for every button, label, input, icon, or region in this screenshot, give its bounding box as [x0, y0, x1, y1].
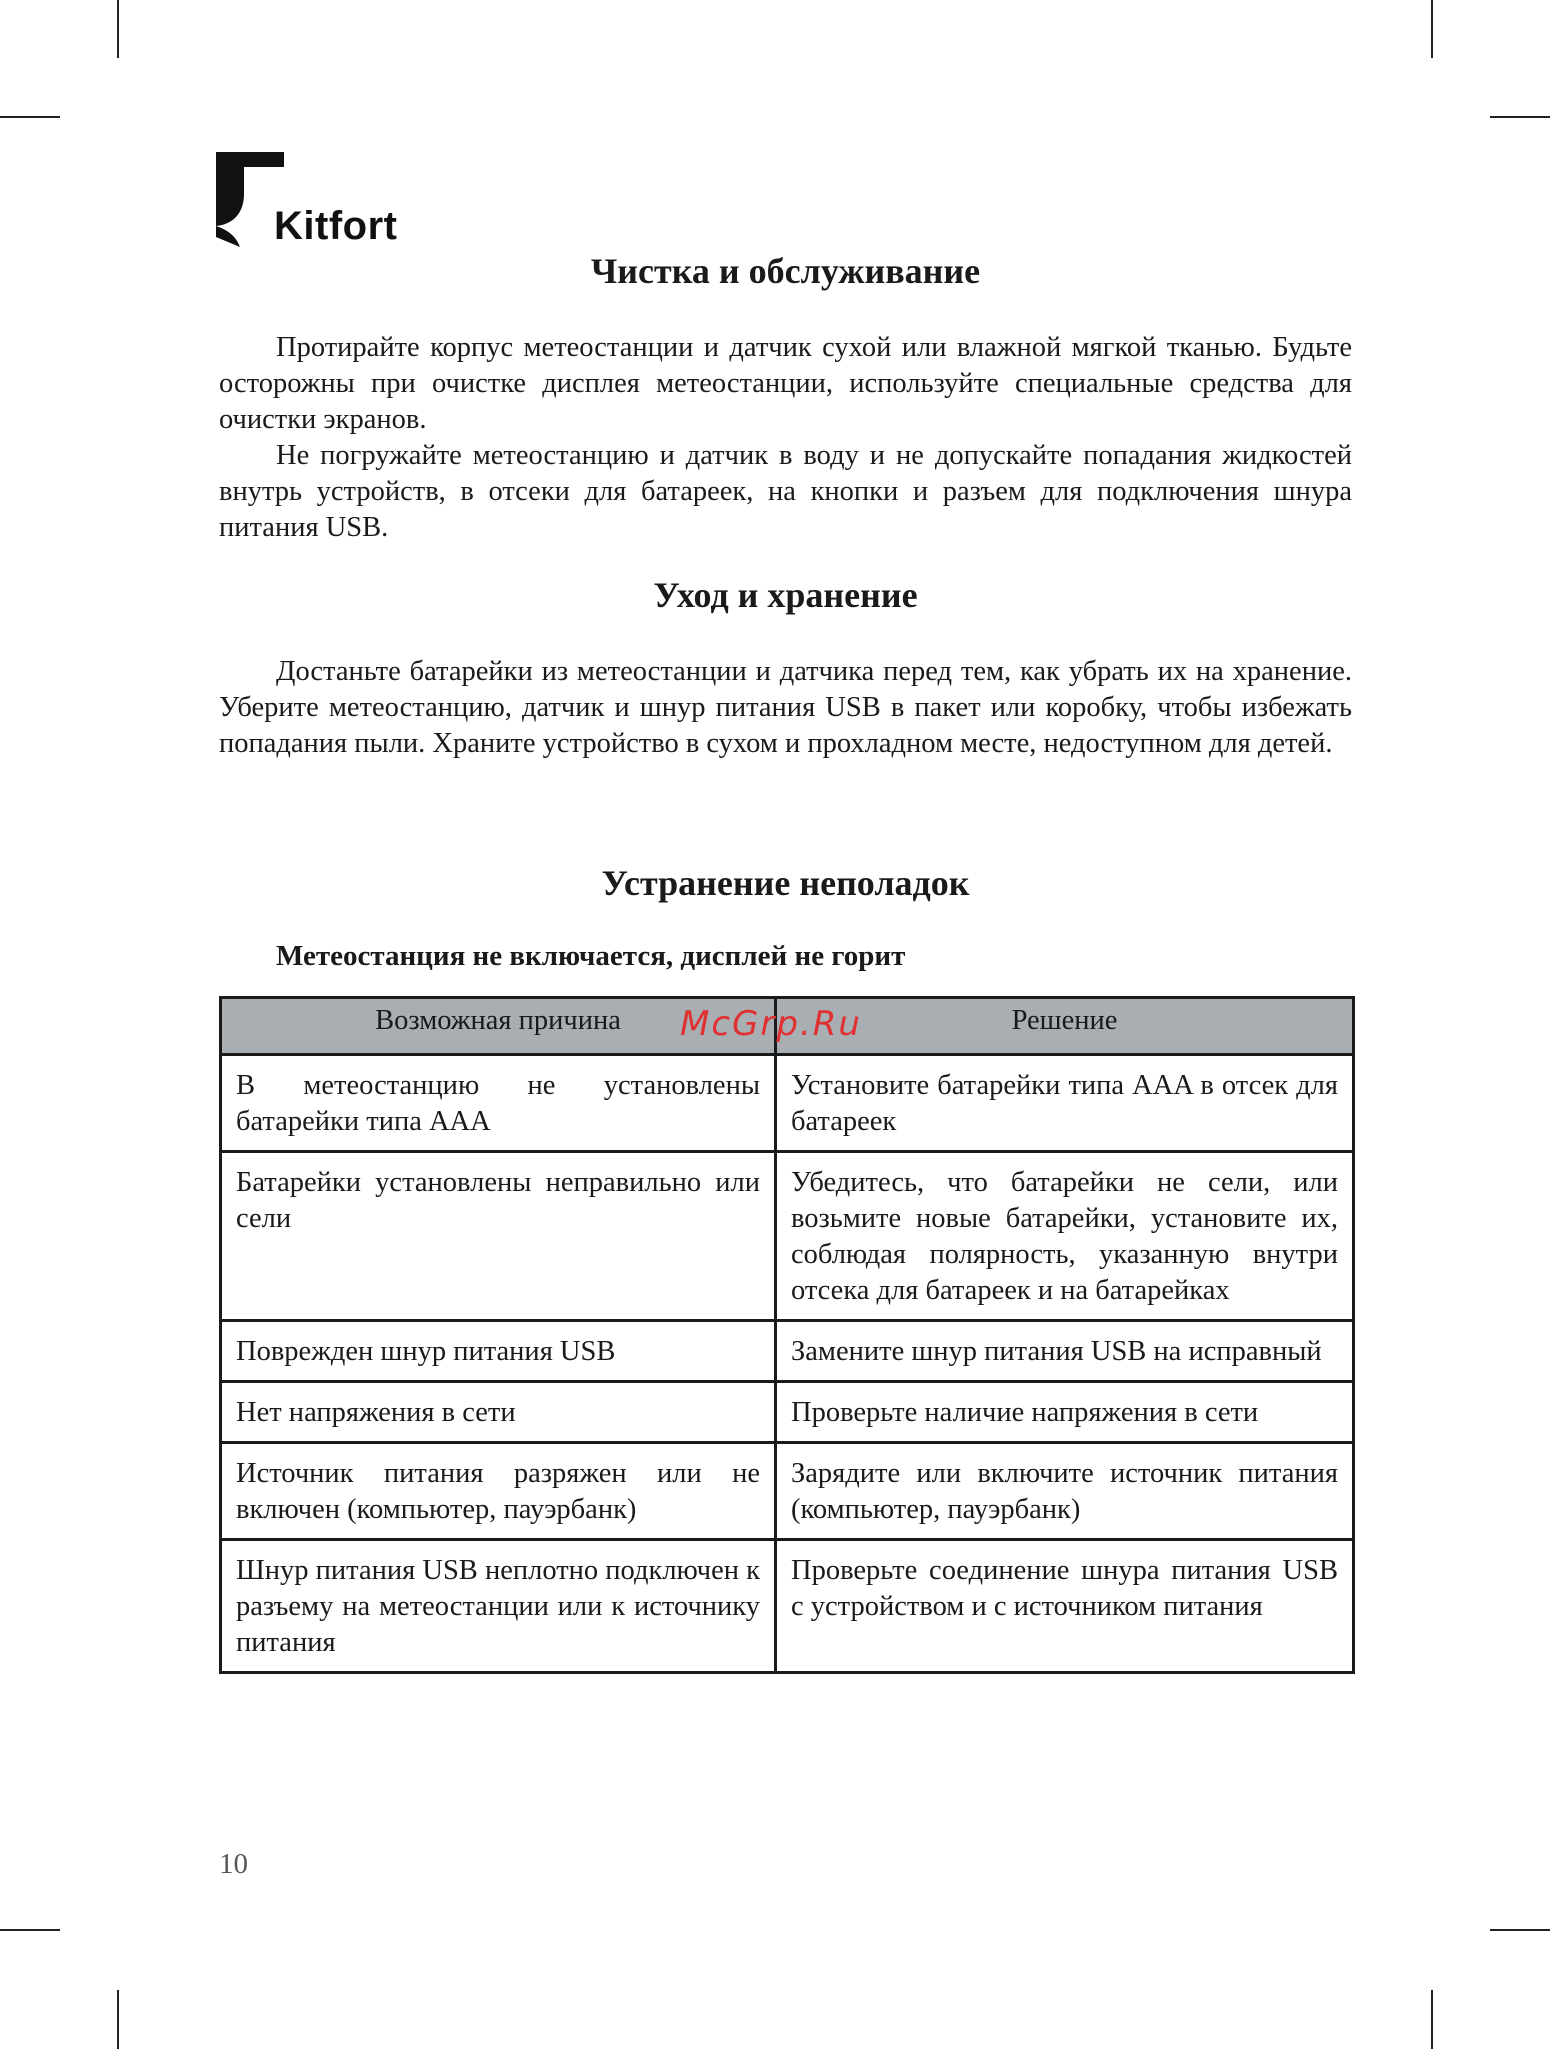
cause-cell: Шнур питания USB неплотно подключен к разъему на метеостанции или к источнику питания [221, 1540, 776, 1673]
troubleshooting-subtitle: Метеостанция не включается, дисплей не горит [276, 940, 906, 972]
storage-paragraph-1: Достаньте батарейки из метеостанции и датчика перед тем, как убрать их на хранение. Уберите метеостанцию, датчик и шнур питания USB в пакет или коробку, чтобы избежать попадания пыли. Храните устройство в сухом и прохладном месте, недоступном для детей. [219, 656, 1352, 759]
crop-mark-top-right-vertical [1431, 0, 1433, 58]
table-row [221, 1321, 1354, 1382]
solution-cell: Зарядите или включите источник питания (компьютер, пауэрбанк) [776, 1443, 1354, 1540]
cause-cell: Нет напряжения в сети [221, 1382, 776, 1443]
crop-mark-bottom-left-horizontal [0, 1929, 60, 1931]
table-row [221, 1382, 1354, 1443]
table-row [221, 1055, 1354, 1152]
crop-mark-bottom-right-vertical [1431, 1990, 1433, 2049]
cleaning-paragraph-1: Протирайте корпус метеостанции и датчик сухой или влажной мягкой тканью. Будьте осторожны при очистке дисплея метеостанции, используйте специальные средства для очистки экранов. [219, 332, 1352, 435]
table-row [221, 1540, 1354, 1673]
watermark: McGrp.Ru [680, 1004, 862, 1044]
cause-cell: Поврежден шнур питания USB [221, 1321, 776, 1382]
section-title-storage: Уход и хранение [653, 575, 918, 615]
table-row [221, 1152, 1354, 1321]
column-header-solution: Решение [776, 998, 1354, 1055]
cause-cell: Батарейки установлены неправильно или сели [221, 1152, 776, 1321]
section-title-cleaning: Чистка и обслуживание [590, 251, 981, 291]
troubleshooting-table [219, 996, 1355, 1674]
crop-mark-top-left-horizontal [0, 116, 60, 118]
crop-mark-bottom-right-horizontal [1490, 1929, 1550, 1931]
solution-cell: Проверьте соединение шнура питания USB с устройством и с источником питания [776, 1540, 1354, 1673]
brand-name: Kitfort [274, 204, 398, 248]
solution-cell: Установите батарейки типа AAA в отсек для батареек [776, 1055, 1354, 1152]
page-number: 10 [219, 1848, 248, 1880]
crop-mark-bottom-left-vertical [117, 1990, 119, 2049]
kitfort-logo [216, 152, 398, 248]
cause-cell: Источник питания разряжен или не включен (компьютер, пауэрбанк) [221, 1443, 776, 1540]
crop-mark-top-right-horizontal [1490, 116, 1550, 118]
column-header-cause: Возможная причина [221, 998, 776, 1055]
solution-cell: Убедитесь, что батарейки не сели, или возьмите новые батарейки, установите их, соблюдая полярность, указанную внутри отсека для батареек и на батарейках [776, 1152, 1354, 1321]
crop-mark-top-left-vertical [117, 0, 119, 58]
table-row [221, 1443, 1354, 1540]
cause-cell: В метеостанцию не установлены батарейки типа AAA [221, 1055, 776, 1152]
solution-cell: Проверьте наличие напряжения в сети [776, 1382, 1354, 1443]
solution-cell: Замените шнур питания USB на исправный [776, 1321, 1354, 1382]
cleaning-paragraph-2: Не погружайте метеостанцию и датчик в воду и не допускайте попадания жидкостей внутрь устройств, в отсеки для батареек, на кнопки и разъем для подключения шнура питания USB. [219, 440, 1352, 543]
section-title-troubleshooting: Устранение неполадок [601, 863, 970, 903]
